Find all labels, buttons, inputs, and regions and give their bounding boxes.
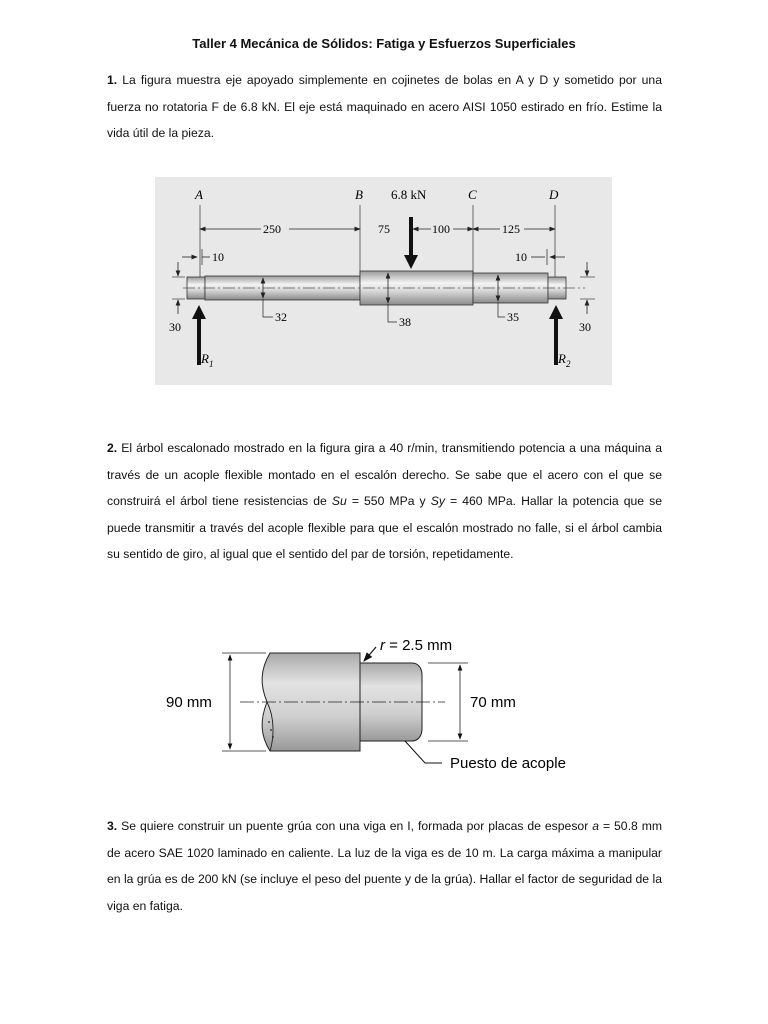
diameter-70: 70 mm bbox=[470, 694, 516, 711]
diameter-90: 90 mm bbox=[166, 694, 212, 711]
reaction-r1: $R_1$ bbox=[201, 351, 214, 369]
question-3: 3. Se quiere construir un puente grúa con una viga en I, formada por placas de espesor a = 50.8 mm de acero SAE 1020 laminado en caliente. La luz de la viga es de 10 m. La carga máxima a manipular en la grúa es de 200 kN (se incluye el peso del puente y de la grúa). Hallar el factor de seguridad de la viga en fatiga. bbox=[107, 819, 662, 913]
question-2: 2. El árbol escalonado mostrado en la figura gira a 40 r/min, transmitiendo potencia a una máquina a través de un acople flexible montado en el escalón derecho. Se sabe que el acero con el que se construirá el árbol tiene resistencias de Su = 550 MPa y Sy = 460 MPa. Hallar la potencia que se puede transmitir a través del acople flexible para que el escalón mostrado no falle, si el árbol cambia su sentido de giro, al igual que el sentido del par de torsión, repetidamente. bbox=[107, 441, 662, 561]
question-1 bbox=[107, 67, 662, 147]
reaction-r2: $R_2$ bbox=[558, 351, 571, 369]
load-label: 6.8 kN bbox=[391, 187, 427, 202]
fillet-radius: r = 2.5 mm bbox=[380, 637, 453, 654]
page-title: Taller 4 Mecánica de Sólidos: Fatiga y Esfuerzos Superficiales bbox=[192, 36, 576, 51]
dim-35: 35 bbox=[507, 310, 519, 324]
dim-32: 32 bbox=[275, 310, 287, 324]
dim-30-right: 30 bbox=[579, 320, 591, 334]
label-d: D bbox=[549, 187, 559, 202]
label-c: C bbox=[468, 187, 477, 202]
shaft-diagram bbox=[155, 177, 612, 385]
dim-10-right: 10 bbox=[515, 250, 527, 264]
label-a: A bbox=[195, 187, 203, 202]
stepped-shaft-diagram bbox=[160, 630, 590, 775]
dim-125: 125 bbox=[502, 222, 520, 236]
question-3-number: 3. bbox=[107, 819, 118, 833]
label-b: B bbox=[355, 187, 363, 202]
question-2-number: 2. bbox=[107, 441, 118, 455]
coupling-label: Puesto de acople bbox=[450, 755, 566, 772]
dim-250: 250 bbox=[263, 222, 281, 236]
dim-38: 38 bbox=[399, 315, 411, 329]
question-1-text: La figura muestra eje apoyado simplemente en cojinetes de bolas en A y D y sometido por una fuerza no rotatoria F de 6.8 kN. El eje está maquinado en acero AISI 1050 estirado en frío. Estime la vida útil de la pieza. bbox=[107, 73, 662, 140]
dim-10-left: 10 bbox=[212, 250, 224, 264]
dim-100: 100 bbox=[432, 222, 450, 236]
question-1-number: 1. bbox=[107, 73, 118, 87]
dim-30-left: 30 bbox=[169, 320, 181, 334]
dim-75: 75 bbox=[378, 222, 390, 236]
